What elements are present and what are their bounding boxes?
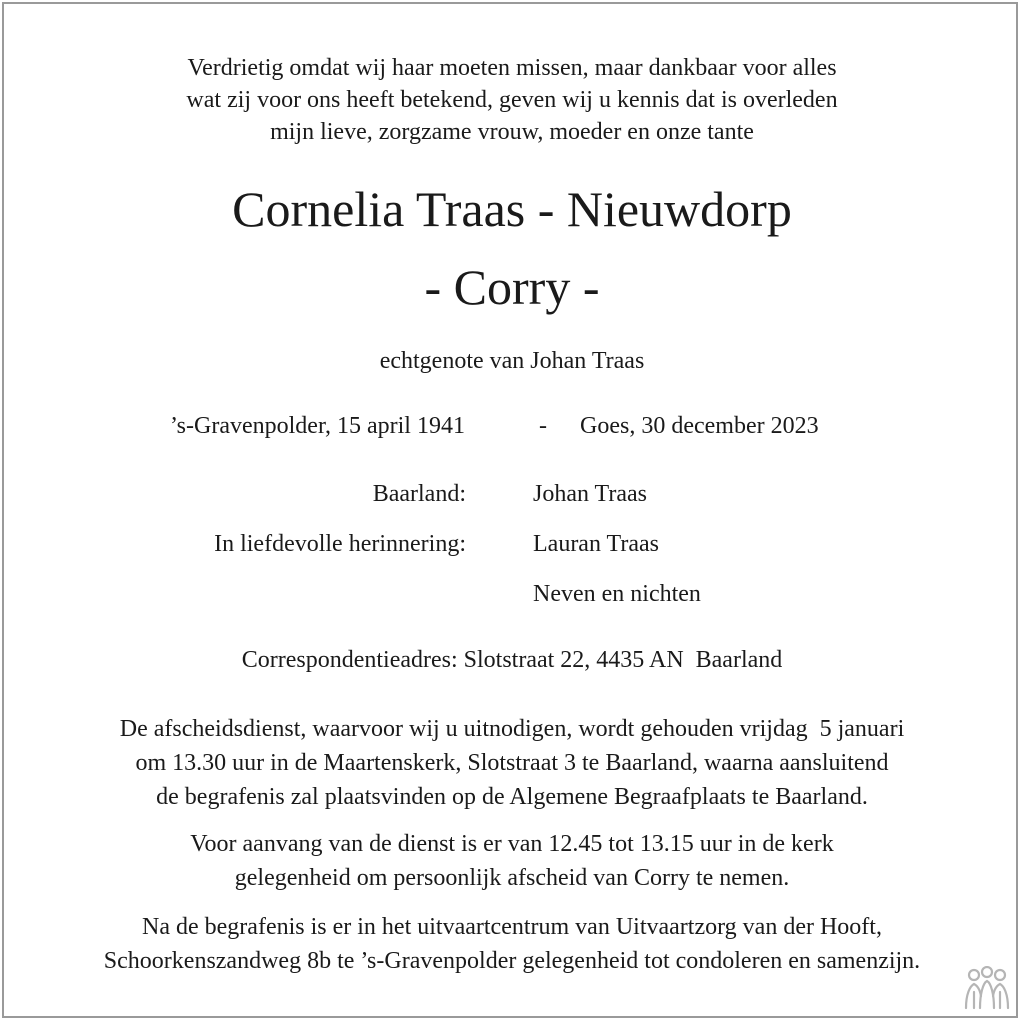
family-member-neven: Neven en nichten	[533, 581, 701, 607]
condolence-paragraph	[0, 910, 1024, 978]
viewing-line-2: gelegenheid om persoonlijk afscheid van Corry te nemen.	[234, 865, 790, 891]
family-member-johan: Johan Traas	[533, 481, 648, 507]
viewing-paragraph	[0, 827, 1024, 895]
spouse-line: echtgenote van Johan Traas	[379, 348, 645, 374]
viewing-line-1: Voor aanvang van de dienst is er van 12.45 tot 13.15 uur in de kerk	[190, 831, 834, 857]
people-group-icon	[962, 966, 1012, 1012]
intro-line-1: Verdrietig omdat wij haar moeten missen, maar dankbaar voor alles	[187, 55, 837, 81]
deceased-name: Cornelia Traas - Nieuwdorp	[232, 181, 792, 237]
service-line-2: om 13.30 uur in de Maartenskerk, Slotstraat 3 te Baarland, waarna aansluitend	[135, 750, 889, 776]
service-line-3: de begrafenis zal plaatsvinden op de Algemene Begraafplaats te Baarland.	[156, 784, 868, 810]
condolence-line-2: Schoorkenszandweg 8b te ’s-Gravenpolder gelegenheid tot condoleren en samenzijn.	[103, 948, 921, 974]
intro-line-2: wat zij voor ons heeft betekend, geven wij u kennis dat is overleden	[186, 87, 838, 113]
family-label-baarland: Baarland:	[372, 481, 466, 507]
service-line-1: De afscheidsdienst, waarvoor wij u uitnodigen, wordt gehouden vrijdag 5 januari	[119, 716, 905, 742]
intro-line-3: mijn lieve, zorgzame vrouw, moeder en onze tante	[270, 119, 754, 145]
correspondence-address: Correspondentieadres: Slotstraat 22, 4435 AN Baarland	[241, 647, 783, 673]
family-label-herinnering: In liefdevolle herinnering:	[214, 531, 466, 557]
birth-place-date: ’s-Gravenpolder, 15 april 1941	[170, 413, 465, 439]
service-paragraph	[0, 712, 1024, 814]
condolence-line-1: Na de begrafenis is er in het uitvaartcentrum van Uitvaartzorg van der Hooft,	[142, 914, 882, 940]
deceased-nickname: - Corry -	[424, 259, 600, 315]
family-member-lauran: Lauran Traas	[533, 531, 659, 557]
intro-text	[0, 52, 1024, 148]
dates-separator: -	[539, 413, 547, 439]
death-place-date: Goes, 30 december 2023	[580, 413, 819, 439]
